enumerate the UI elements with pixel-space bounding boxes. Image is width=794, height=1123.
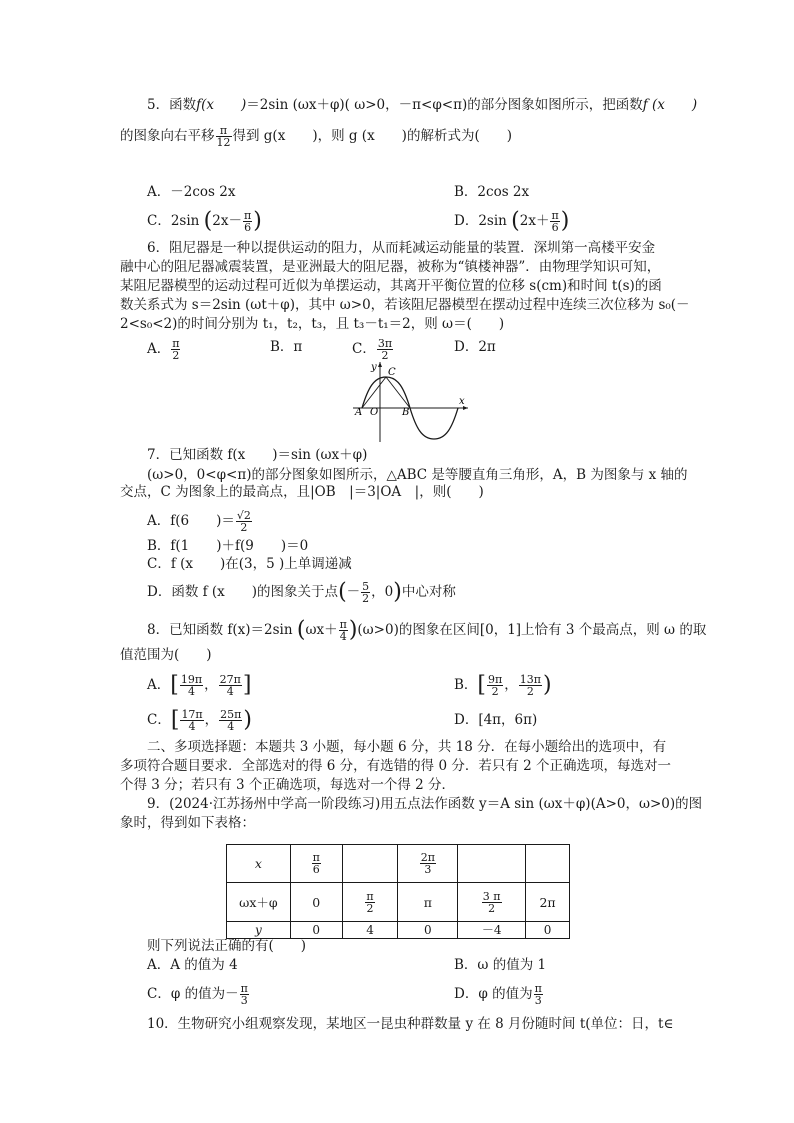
q7-line2: (ω>0，0<φ<π)的部分图象如图所示，△ABC 是等腰直角三角形，A，B 为图象与 x 轴的	[147, 467, 688, 483]
option-label: C．φ 的值为－	[147, 986, 239, 1002]
q7-option-b: B．f(1 )＋f(9 )＝0	[147, 538, 309, 554]
q7-option-a	[147, 510, 253, 533]
table-cell	[227, 922, 291, 939]
left-paren: (	[338, 579, 347, 605]
q8-option-d: D．[4π，6π)	[454, 712, 538, 728]
denominator: 2	[172, 349, 180, 362]
q9-line2: 象时，得到如下表格：	[120, 815, 255, 831]
table-cell: 0	[398, 922, 458, 939]
q5-fx: f(x )	[196, 97, 247, 113]
denominator: 2	[366, 901, 374, 915]
denominator: 2	[362, 592, 370, 605]
table-cell	[526, 845, 570, 883]
fraction	[361, 581, 370, 604]
q5-fx2: f (x )	[642, 97, 698, 113]
table-row	[227, 883, 570, 922]
numerator: π	[240, 982, 248, 995]
denominator: 4	[339, 630, 347, 643]
q5-option-a: A．－2cos 2x	[147, 184, 236, 200]
q8-text: (ω>0)的图象在区间[0，1]上恰有 3 个最高点，则 ω 的取	[357, 622, 707, 638]
q5-shift-fraction	[216, 125, 232, 148]
q5-text: 得到 g(x )，则 g (x )的解析式为( )	[232, 128, 512, 144]
fraction	[420, 852, 436, 875]
numerator: 19π	[180, 673, 203, 686]
sine-graph	[350, 358, 472, 446]
q6-line3: 某阻尼器模型的运动过程可近似为单摆运动，其离开平衡位置的位移 s(cm)和时间 t(s)的函	[120, 278, 662, 294]
q9-option-c	[147, 983, 250, 1006]
q9-option-b: B．ω 的值为 1	[454, 957, 547, 973]
fraction	[180, 674, 203, 697]
fraction	[550, 210, 559, 233]
section2-line3: 个得 3 分；若只有 3 个正确选项，每选对一个得 2 分．	[120, 777, 456, 793]
q6-line1: 6．阻尼器是一种以提供运动的阻力，从而耗减运动能量的装置．深圳第一高楼平安金	[147, 240, 656, 256]
right-paren: )	[393, 579, 402, 605]
table-cell	[458, 845, 526, 883]
numerator: 3 π	[482, 889, 501, 903]
option-label: C．	[147, 712, 171, 728]
q7-option-c: C．f (x )在(3，5 )上单调递减	[147, 556, 352, 572]
numerator: π	[172, 337, 180, 350]
denominator: 4	[226, 685, 234, 698]
table-cell	[342, 883, 398, 922]
fraction	[180, 709, 203, 732]
left-paren: (	[296, 617, 306, 643]
q5-option-b: B．2cos 2x	[454, 184, 530, 200]
q6-line5: 2<s₀<2)的时间分别为 t₁，t₂，t₃，且 t₃－t₁＝2，则 ω＝( )	[120, 316, 505, 332]
row-header: y	[255, 923, 262, 937]
table-cell: 2π	[526, 883, 570, 922]
fraction	[240, 983, 249, 1006]
coordinate-tail: ，0	[371, 584, 394, 600]
denominator: 4	[187, 685, 195, 698]
section2-line1: 二、多项选择题：本题共 3 小题，每小题 6 分，共 18 分．在每小题给出的选项中，有	[147, 739, 667, 755]
denominator: 6	[312, 863, 320, 876]
option-label: A．	[147, 677, 171, 693]
left-bracket: [	[477, 672, 487, 698]
q5-line2	[120, 125, 512, 148]
left-bracket: [	[170, 672, 179, 698]
numerator: π	[339, 618, 347, 631]
q5-text: 5．函数	[147, 97, 197, 113]
numerator: π	[312, 851, 320, 864]
left-bracket: [	[170, 707, 180, 733]
left-paren: (	[203, 208, 213, 234]
q7-option-d	[147, 581, 456, 604]
q5-option-d	[454, 210, 569, 233]
label-c: C	[388, 367, 396, 378]
denominator: 2	[526, 685, 534, 698]
numerator: 5	[362, 580, 370, 593]
table-row	[227, 845, 570, 883]
label-a: A	[355, 407, 363, 418]
option-label: A．	[147, 341, 171, 357]
numerator: 2π	[420, 851, 435, 864]
table-cell	[458, 883, 526, 922]
numerator: π	[551, 209, 559, 222]
right-paren: )	[348, 617, 358, 643]
denominator: 6	[244, 221, 252, 234]
denominator: 2	[491, 685, 499, 698]
option-label: B．	[454, 677, 478, 693]
q8-arg: ωx＋	[305, 622, 338, 638]
numerator: π	[216, 125, 232, 137]
denominator: 6	[551, 221, 559, 234]
q8-option-b	[454, 674, 552, 697]
right-paren: )	[542, 672, 552, 698]
denominator: 2	[240, 521, 248, 534]
table-cell: ωx＋φ	[227, 883, 291, 922]
denominator: 2	[488, 901, 496, 915]
fraction	[243, 210, 252, 233]
numerator: π	[366, 889, 374, 903]
fraction	[482, 891, 502, 914]
denominator: 4	[188, 720, 196, 733]
table-cell: π	[398, 883, 458, 922]
q8-line1	[147, 619, 706, 642]
table-cell: 4	[342, 922, 398, 939]
numerator: 3π	[377, 337, 393, 350]
option-label: A．f(6 )＝	[147, 513, 235, 529]
fraction	[534, 983, 543, 1006]
section2-line2: 多项符合题目要求．全部选对的得 6 分，有选错的得 0 分．若只有 2 个正确选项，每选对一	[120, 758, 672, 774]
q5-optc-in: 2x－	[212, 213, 242, 229]
q5-line1	[147, 96, 697, 114]
comma: ，	[504, 677, 518, 693]
fraction	[312, 852, 321, 875]
numerator: π	[534, 982, 542, 995]
q6-option-d: D．2π	[454, 339, 496, 355]
q8-option-a	[147, 674, 251, 697]
fraction	[219, 709, 242, 732]
fraction	[365, 891, 374, 914]
fraction	[339, 619, 348, 642]
denominator: 4	[227, 720, 235, 733]
q9-line3: 则下列说法正确的有( )	[147, 938, 307, 954]
label-o: O	[370, 407, 379, 418]
row-header: x	[254, 856, 262, 871]
q8-text: 8．已知函数 f(x)＝2sin	[147, 622, 293, 638]
option-label: D．φ 的值为	[454, 986, 533, 1002]
right-paren: )	[560, 208, 570, 234]
label-y: y	[371, 362, 377, 373]
right-paren: )	[253, 208, 262, 234]
left-paren: (	[511, 208, 520, 234]
numerator: 27π	[219, 673, 241, 686]
five-point-table	[226, 844, 570, 939]
comma: ，	[204, 677, 218, 693]
numerator: 13π	[519, 673, 541, 686]
label-b: B	[402, 407, 410, 418]
table-cell: 0	[526, 922, 570, 939]
y-axis-arrow	[378, 362, 382, 367]
denominator: 12	[216, 136, 231, 149]
denominator: 2	[381, 349, 389, 362]
fraction	[519, 674, 542, 697]
numerator: 17π	[181, 708, 203, 721]
q8-line2: 值范围为( )	[120, 647, 212, 663]
table-cell	[398, 845, 458, 883]
q7-line1: 7．已知函数 f(x )＝sin (ωx＋φ)	[147, 447, 368, 463]
q5-optd-in: 2x＋	[519, 213, 550, 229]
q5-text: 的图象向右平移	[120, 128, 215, 144]
fraction	[236, 510, 252, 533]
q9-line1: 9．(2024·江苏扬州中学高一阶段练习)用五点法作函数 y＝A sin (ωx＋φ)(A>0，ω>0)的图	[147, 796, 703, 812]
q10-line1: 10．生物研究小组观察发现，某地区一昆虫种群数量 y 在 8 月份随时间 t(单位：日，t∈	[147, 1016, 674, 1032]
label-x: x	[459, 396, 465, 407]
q5-optc-pre: C．2sin	[147, 213, 200, 229]
q5-option-c	[147, 210, 262, 233]
q6-option-b: B．π	[270, 339, 303, 355]
table-cell: －4	[458, 922, 526, 939]
q5-optd-pre: D．2sin	[454, 213, 507, 229]
comma: ，	[204, 712, 219, 728]
right-paren: )	[243, 707, 252, 733]
numerator: 25π	[220, 708, 242, 721]
table-cell: 0	[290, 883, 342, 922]
numerator: 9π	[488, 673, 503, 686]
q9-option-d	[454, 983, 544, 1006]
q6-line4: 数关系式为 s＝2sin (ωt＋φ)，其中 ω>0，若该阻尼器模型在摆动过程中连续三次位移为 s₀(－	[120, 297, 690, 313]
q9-option-a: A．A 的值为 4	[147, 957, 238, 973]
numerator: π	[243, 209, 252, 222]
q6-line2: 融中心的阻尼器减震装置，是亚洲最大的阻尼器，被称为“镇楼神器”．由物理学知识可知，	[120, 259, 661, 275]
table-row	[227, 922, 570, 939]
minus-sign: －	[346, 584, 361, 600]
fraction	[487, 674, 503, 697]
table-cell	[342, 845, 398, 883]
q7-line3: 交点，C 为图象上的最高点，且|OB |＝3|OA |，则( )	[120, 484, 484, 500]
table-cell	[227, 845, 291, 883]
q6-option-a	[147, 338, 181, 361]
option-label: D．函数 f (x )的图象关于点	[147, 584, 339, 600]
table-cell	[290, 845, 342, 883]
numerator: √2	[236, 509, 251, 522]
right-bracket: ]	[242, 672, 252, 698]
denominator: 3	[534, 994, 542, 1007]
option-label: C．	[352, 341, 376, 357]
denominator: 3	[240, 994, 248, 1007]
table-cell: 0	[290, 922, 342, 939]
option-tail: 中心对称	[401, 584, 456, 600]
fraction	[171, 338, 180, 361]
q5-text: ＝2sin (ωx＋φ)( ω>0，－π<φ<π)的部分图象如图所示，把函数	[246, 97, 643, 113]
q8-option-c	[147, 709, 252, 732]
denominator: 3	[424, 863, 432, 876]
fraction	[219, 674, 242, 697]
